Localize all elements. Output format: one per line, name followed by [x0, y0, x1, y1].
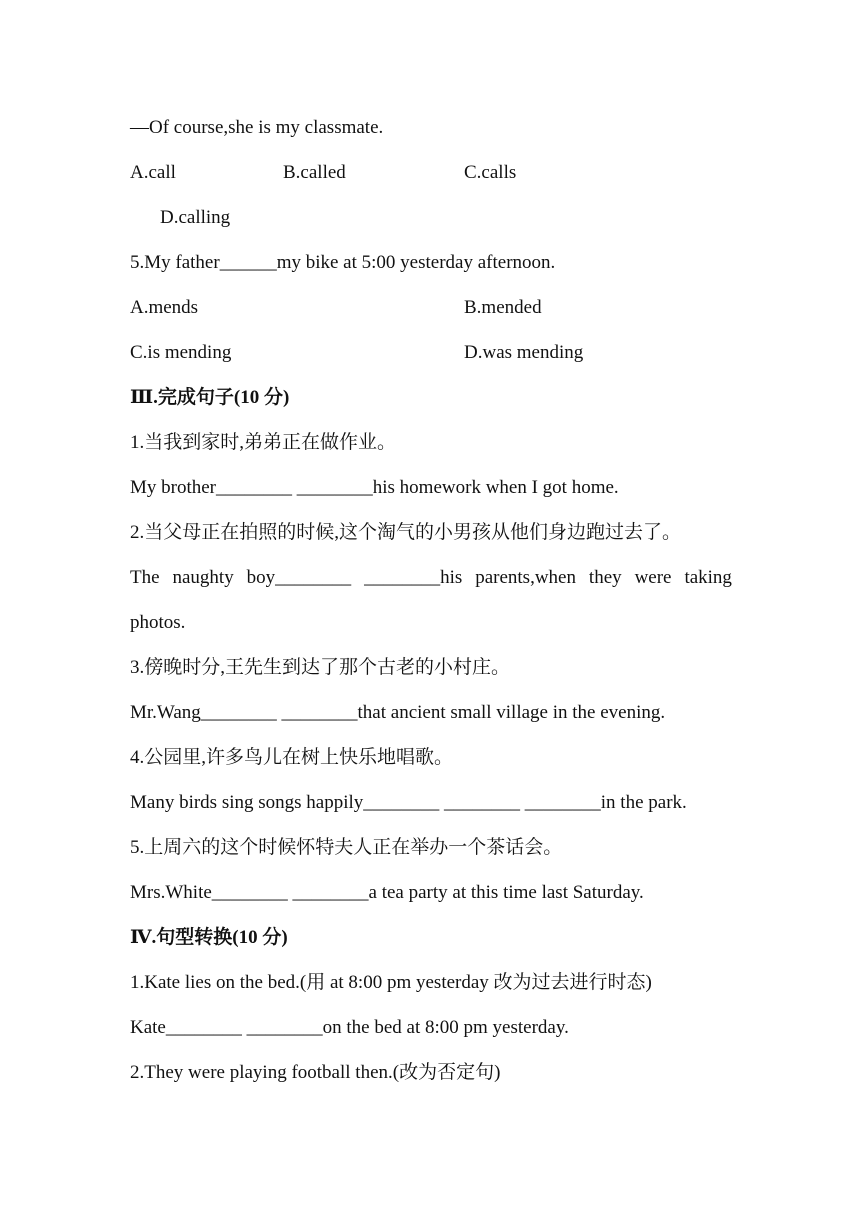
- q5-option-d: D.was mending: [464, 342, 584, 363]
- s3-item-2-english-cont: photos.: [130, 612, 186, 633]
- s3-item-3-chinese: 3.傍晚时分,王先生到达了那个古老的小村庄。: [130, 657, 511, 678]
- s3-item-1-english: My brother________ ________his homework when I got home.: [130, 477, 619, 498]
- word: they: [588, 567, 622, 588]
- s4-item-2-stem: 2.They were playing football then.(改为否定句): [130, 1062, 501, 1083]
- word: were: [634, 567, 672, 588]
- s3-item-4-chinese: 4.公园里,许多鸟儿在树上快乐地唱歌。: [130, 747, 454, 768]
- section-3-heading: Ⅲ.完成句子(10 分): [130, 387, 290, 408]
- word: boy________: [246, 567, 352, 588]
- word: parents,when: [475, 567, 576, 588]
- q4-answer-line: —Of course,she is my classmate.: [130, 117, 384, 138]
- word: The: [130, 567, 160, 588]
- q4-option-b: B.called: [283, 162, 346, 183]
- s4-item-1-answer: Kate________ ________on the bed at 8:00 pm yesterday.: [130, 1017, 569, 1038]
- q4-option-c: C.calls: [464, 162, 517, 183]
- s3-item-2-chinese: 2.当父母正在拍照的时候,这个淘气的小男孩从他们身边跑过去了。: [130, 522, 682, 543]
- q5-stem: 5.My father______my bike at 5:00 yesterday afternoon.: [130, 252, 556, 273]
- q5-option-a: A.mends: [130, 297, 199, 318]
- s3-item-5-chinese: 5.上周六的这个时候怀特夫人正在举办一个茶话会。: [130, 837, 563, 858]
- q5-option-b: B.mended: [464, 297, 542, 318]
- s4-item-1-stem: 1.Kate lies on the bed.(用 at 8:00 pm yesterday 改为过去进行时态): [130, 972, 652, 993]
- s3-item-2-english: [130, 568, 732, 587]
- word: naughty: [172, 567, 234, 588]
- section-4-heading: Ⅳ.句型转换(10 分): [130, 927, 288, 948]
- s3-item-4-english: Many birds sing songs happily________ ________ ________in the park.: [130, 792, 687, 813]
- s3-item-3-english: Mr.Wang________ ________that ancient small village in the evening.: [130, 702, 666, 723]
- q5-option-c: C.is mending: [130, 342, 232, 363]
- s3-item-5-english: Mrs.White________ ________a tea party at this time last Saturday.: [130, 882, 644, 903]
- word: taking: [684, 567, 732, 588]
- q4-option-d: D.calling: [160, 207, 231, 228]
- s3-item-1-chinese: 1.当我到家时,弟弟正在做作业。: [130, 432, 397, 453]
- word: ________his: [364, 567, 463, 588]
- q4-option-a: A.call: [130, 162, 176, 183]
